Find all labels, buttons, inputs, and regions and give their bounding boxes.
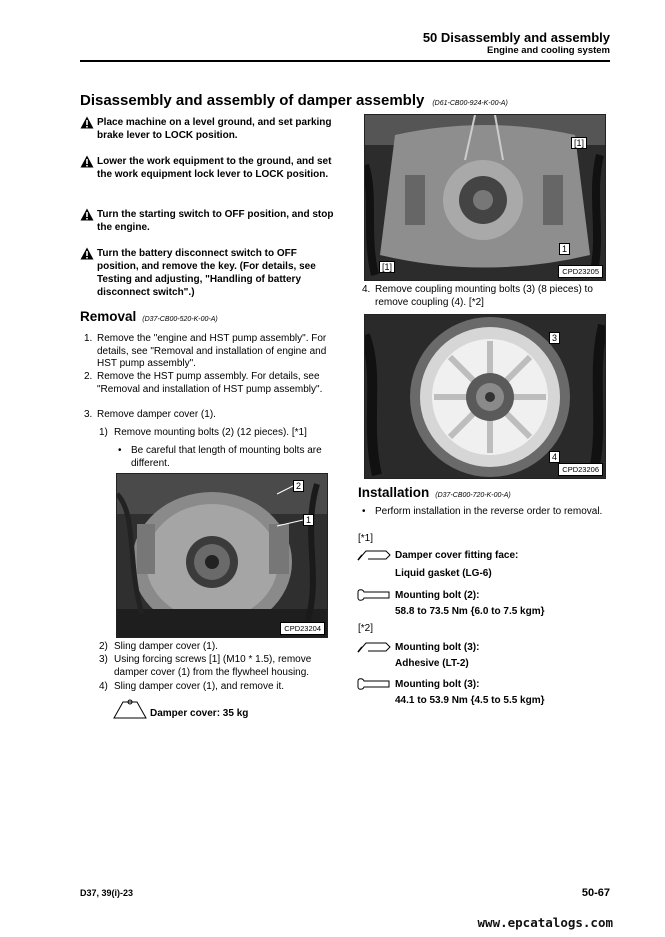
section-code: (D61-CB00-924-K-00-A) [432,100,508,107]
removal-substep-1: 1) Remove mounting bolts (2) (12 pieces). [*1] [99,427,307,438]
installation-code: (D37-CB00-720-K-00-A) [435,492,511,499]
photo-caption: CPD23204 [280,622,325,635]
callout-4: 4 [549,451,560,463]
removal-bullet: • Be careful that length of mounting bolts are different. [118,445,322,469]
installation-bullet: • Perform installation in the reverse order to removal. [362,506,603,517]
installation-heading: Installation (D37-CB00-720-K-00-A) [358,485,511,500]
spec-torque-2: 58.8 to 73.5 Nm {6.0 to 7.5 kgm} [395,606,545,617]
spec-mounting-bolt-2: Mounting bolt (2): [395,590,480,601]
ref-1: [*1] [358,533,374,544]
removal-step-2: 2. Remove the HST pump assembly. For details, see "Removal and installation of HST pump assembly". [84,371,323,395]
adhesive-icon [356,640,392,654]
header-rule [80,60,610,62]
photo-damper-cover [116,473,328,638]
spec-adhesive: Adhesive (LT-2) [395,658,469,669]
removal-step-4: 4. Remove coupling mounting bolts (3) (8 pieces) to remove coupling (4). [*2] [362,284,593,308]
damper-weight: Damper cover: 35 kg [150,708,249,719]
spec-torque-3: 44.1 to 53.9 Nm {4.5 to 5.5 kgm} [395,695,545,706]
footer-page-number: 50-67 [581,887,610,899]
photo-caption: CPD23206 [558,463,603,476]
removal-step-1: 1. Remove the "engine and HST pump assembly". For details, see "Removal and installation of engine and HST pump assembly". [84,333,327,369]
engine-photo-illustration [117,474,327,637]
warning-text: Turn the battery disconnect switch to OFF position, and remove the key. (For details, see Testing and adjusting, "Handling of battery disconnect switch".) [97,248,316,298]
removal-substep-4: 4) Sling damper cover (1), and remove it. [99,681,285,692]
liquid-gasket-icon [356,548,392,562]
section-title: Disassembly and assembly of damper assembly (D61-CB00-924-K-00-A) [80,92,508,109]
warning-2 [80,155,335,181]
footer-model: D37, 39(i)-23 [80,888,134,898]
warning-text: Lower the work equipment to the ground, and set the work equipment lock lever to LOCK position. [97,156,332,180]
callout-damper-cover: 1 [559,243,570,255]
callout-2: 2 [293,480,304,492]
ref-2: [*2] [358,623,374,634]
torque-wrench-icon [356,677,392,691]
removal-substep-2: 2) Sling damper cover (1). [99,641,218,652]
header-subtitle: Engine and cooling system [487,45,610,56]
warning-icon [80,247,94,260]
warning-3 [80,208,335,234]
callout-3: 3 [549,332,560,344]
removal-heading: Removal (D37-CB00-520-K-00-A) [80,309,218,324]
photo-caption: CPD23205 [558,265,603,278]
callout-forcing-screw-2: [1] [379,261,395,273]
photo-coupling [364,314,606,479]
spec-mounting-bolt-3-torque-label: Mounting bolt (3): [395,679,480,690]
warning-icon [80,116,94,129]
removal-code: (D37-CB00-520-K-00-A) [142,316,218,323]
removal-step-3: 3. Remove damper cover (1). [84,409,216,420]
watermark-url: www.epcatalogs.com [477,915,613,930]
warning-1 [80,116,335,142]
photo-damper-forcing-screws [364,114,606,281]
torque-wrench-icon [356,588,392,602]
spec-damper-cover-face: Damper cover fitting face: [395,550,519,561]
warning-4 [80,247,335,299]
weight-icon [113,699,147,719]
spec-liquid-gasket: Liquid gasket (LG-6) [395,568,492,579]
warning-text: Place machine on a level ground, and set parking brake lever to LOCK position. [97,117,332,141]
spec-mounting-bolt-3: Mounting bolt (3): [395,642,480,653]
removal-substep-3: 3) Using forcing screws [1] (M10 * 1.5), remove damper cover (1) from the flywheel housing. [99,654,312,678]
warning-icon [80,208,94,221]
callout-1: 1 [303,514,314,526]
warning-icon [80,155,94,168]
header-title: 50 Disassembly and assembly [422,30,610,45]
callout-forcing-screw-1: [1] [571,137,587,149]
warning-text: Turn the starting switch to OFF position, and stop the engine. [97,209,334,233]
